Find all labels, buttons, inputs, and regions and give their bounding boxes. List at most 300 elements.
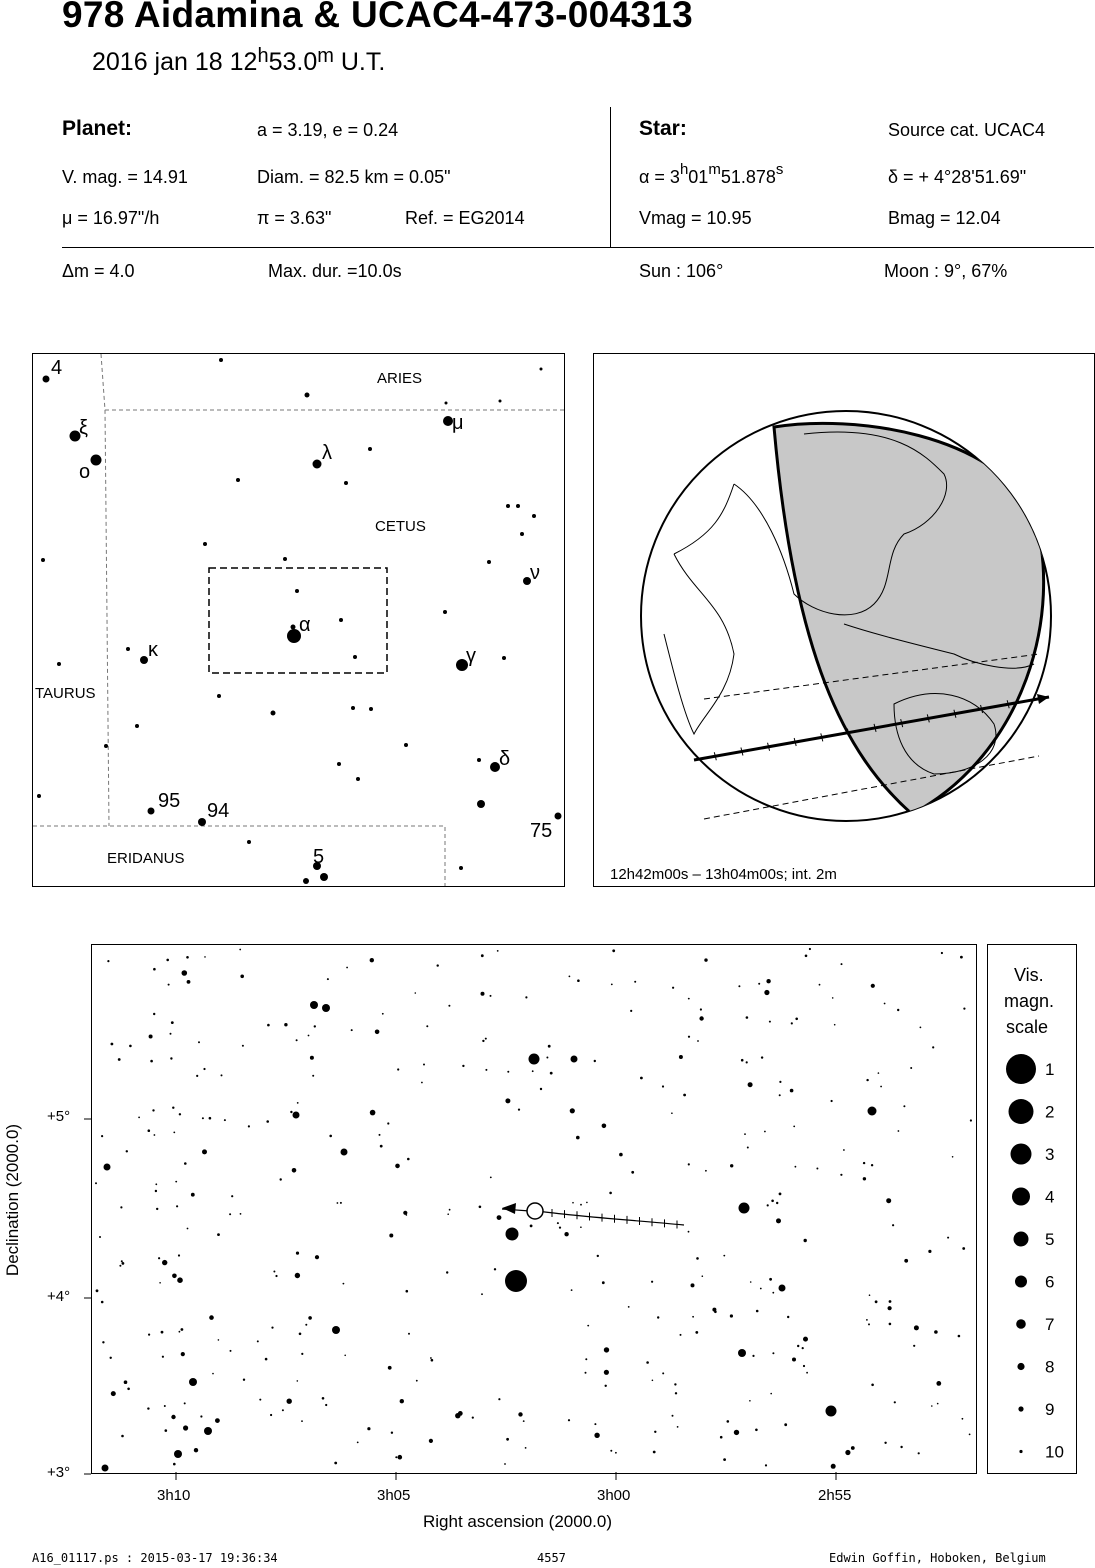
field-star (576, 1136, 580, 1140)
legend-label: 2 (1045, 1102, 1055, 1122)
field-star (914, 1325, 919, 1330)
field-star (230, 1350, 232, 1352)
field-star (871, 1384, 874, 1387)
finder-star (104, 744, 108, 748)
field-star (904, 1259, 908, 1263)
finder-chart (32, 353, 565, 887)
field-star (871, 984, 875, 988)
field-star (308, 1316, 312, 1320)
field-star (119, 1265, 121, 1267)
field-star (577, 979, 580, 982)
finder-star (148, 808, 155, 815)
globe-caption: 12h42m00s – 13h04m00s; int. 2m (610, 866, 837, 883)
field-star (764, 990, 769, 995)
field-star (240, 1213, 242, 1215)
field-star (334, 1462, 337, 1465)
field-box (209, 568, 387, 673)
star-label-94: 94 (207, 800, 230, 822)
finder-star (236, 478, 240, 482)
finder-star (313, 460, 322, 469)
track-arrow (502, 1203, 516, 1214)
field-star (652, 1380, 654, 1382)
field-star (416, 1380, 418, 1382)
field-star (568, 1419, 570, 1421)
field-star (604, 1347, 609, 1352)
field-star (215, 1418, 220, 1423)
field-star (455, 1413, 460, 1418)
star-label-gamma: γ (466, 645, 476, 667)
field-star (674, 1383, 676, 1385)
field-star (580, 1226, 582, 1228)
field-star (756, 1310, 759, 1313)
event-datetime: 2016 jan 18 12$^h$53.0$^m$ U.T. (92, 45, 386, 76)
field-star (242, 1045, 244, 1047)
field-star (791, 1022, 793, 1024)
legend-label: 1 (1045, 1060, 1055, 1079)
bright-star (341, 1149, 348, 1156)
star-label-mu: μ (452, 412, 464, 434)
field-star (875, 1300, 878, 1303)
field-star (843, 1149, 845, 1151)
star-label-kappa: κ (148, 639, 158, 661)
field-star (962, 1247, 965, 1250)
field-star (490, 1177, 492, 1179)
bright-star (868, 1107, 877, 1116)
field-star (749, 1400, 751, 1402)
field-star (640, 1077, 643, 1080)
field-star (688, 1036, 690, 1038)
field-star (771, 1200, 774, 1203)
field-star (679, 1055, 683, 1059)
field-star (845, 1450, 850, 1455)
field-star (776, 1218, 781, 1223)
finder-star (356, 777, 360, 781)
field-star (118, 1058, 121, 1061)
field-star (400, 1399, 404, 1403)
field-star (270, 1414, 272, 1416)
field-star (498, 1398, 500, 1400)
field-star (481, 992, 485, 996)
bright-star (322, 1004, 330, 1012)
bright-star (779, 1285, 786, 1292)
field-star (329, 1135, 332, 1138)
field-star (730, 1314, 733, 1317)
field-star (301, 1353, 303, 1355)
field-star (287, 1399, 292, 1404)
field-star (171, 1021, 174, 1024)
field-star (630, 1010, 632, 1012)
legend-title-2: magn. (1004, 991, 1055, 1011)
field-star (760, 1288, 762, 1290)
field-star (173, 1463, 176, 1466)
finder-star (477, 758, 481, 762)
field-star (191, 1193, 195, 1197)
legend-dot (1017, 1363, 1024, 1370)
field-star (662, 1372, 664, 1374)
field-star (138, 1117, 140, 1119)
field-star (497, 1215, 502, 1220)
field-star (654, 1431, 656, 1433)
field-star (764, 1131, 766, 1133)
finder-star (291, 625, 296, 630)
field-star (187, 980, 191, 984)
field-star (518, 1412, 522, 1416)
field-star (148, 1334, 150, 1336)
legend-dot (1009, 1099, 1034, 1124)
max-duration: Max. dur. =10.0s (268, 261, 402, 281)
field-star (301, 1420, 303, 1422)
field-star (920, 1027, 922, 1029)
field-star (327, 978, 329, 980)
field-star (550, 1072, 553, 1075)
bright-star (204, 1427, 212, 1435)
field-star (507, 1071, 509, 1073)
field-star (267, 1024, 270, 1027)
finder-star (443, 610, 447, 614)
constellation-aries: ARIES (377, 370, 423, 387)
field-star (314, 1025, 316, 1027)
field-star (152, 1109, 154, 1111)
field-star (928, 1250, 931, 1253)
field-star (947, 1237, 949, 1239)
field-star (651, 1281, 653, 1283)
field-star (784, 1423, 787, 1426)
globe-panel (593, 353, 1095, 887)
constellation-taurus: TAURUS (35, 685, 96, 702)
legend-label: 4 (1045, 1187, 1055, 1207)
field-star (179, 1113, 181, 1115)
field-star (266, 1120, 269, 1123)
field-star (723, 1255, 725, 1257)
field-star (177, 1277, 183, 1283)
field-star (448, 1005, 450, 1007)
field-star (805, 955, 808, 958)
finder-star (520, 532, 524, 536)
field-star (869, 1294, 871, 1296)
field-star (525, 1447, 527, 1449)
field-star (767, 1204, 769, 1206)
field-star (325, 1404, 327, 1406)
field-star (532, 1070, 534, 1072)
field-star (700, 1008, 702, 1010)
field-star (886, 1198, 891, 1203)
field-star (148, 1129, 151, 1132)
field-star (101, 1135, 103, 1137)
field-star (720, 1436, 723, 1439)
field-star (688, 998, 690, 1000)
field-star (150, 1060, 153, 1063)
field-star (431, 1359, 434, 1362)
field-star (239, 949, 241, 951)
field-star (741, 1059, 744, 1062)
field-star (900, 1446, 902, 1448)
field-star (121, 1260, 123, 1262)
field-star (936, 1381, 941, 1386)
legend-label: 10 (1045, 1442, 1064, 1462)
ytick-3: +3° (47, 1464, 71, 1481)
legend-dot (1014, 1232, 1029, 1247)
finder-star (219, 358, 223, 362)
field-star (594, 1060, 596, 1062)
field-star (831, 1100, 833, 1102)
field-star (175, 1181, 177, 1183)
magnitude-legend (987, 944, 1077, 1474)
field-star (750, 1281, 752, 1283)
field-star (866, 1079, 868, 1081)
field-star (868, 1323, 870, 1325)
field-star (280, 1178, 282, 1180)
xtick-3h05: 3h05 (377, 1487, 411, 1504)
constellation-cetus: CETUS (375, 518, 426, 535)
bright-star (293, 1112, 300, 1119)
field-star (831, 1464, 836, 1469)
field-star (634, 981, 636, 983)
star-vmag: Vmag = 10.95 (639, 208, 752, 228)
field-star (322, 1397, 325, 1400)
field-star (200, 1415, 202, 1417)
field-star (803, 1337, 808, 1342)
finder-star (404, 743, 408, 747)
asteroid-track (537, 1211, 684, 1225)
field-star (628, 1306, 630, 1308)
finder-star (247, 840, 251, 844)
field-star (793, 1126, 795, 1128)
header-rule (62, 247, 1094, 248)
bright-star (332, 1326, 340, 1334)
field-star (275, 1275, 277, 1277)
field-star (585, 1358, 587, 1360)
field-star (127, 1388, 130, 1391)
field-star (221, 1074, 223, 1076)
field-star (153, 968, 156, 971)
bright-star (739, 1203, 750, 1214)
field-star (840, 1174, 842, 1176)
finder-star (459, 866, 463, 870)
finder-star (487, 560, 491, 564)
xtick-3h10: 3h10 (157, 1487, 191, 1504)
field-star (723, 1458, 726, 1461)
field-star (952, 1156, 954, 1158)
field-star (662, 1085, 664, 1087)
field-star (407, 1158, 410, 1161)
field-star (931, 1405, 933, 1407)
field-star (504, 1463, 506, 1465)
field-star (851, 1446, 855, 1450)
field-star (218, 1339, 220, 1341)
field-star (379, 1134, 381, 1136)
field-star (691, 1283, 695, 1287)
field-star (315, 1255, 319, 1259)
star-dec: δ = + 4°28'51.69" (888, 167, 1027, 187)
field-star (158, 1257, 160, 1259)
field-star (705, 1170, 707, 1172)
field-star (296, 1039, 298, 1041)
field-star (173, 1132, 175, 1134)
field-star (683, 1094, 686, 1097)
field-star (382, 1013, 384, 1015)
ytick-4: +4° (47, 1288, 71, 1305)
y-axis-label: Declination (2000.0) (3, 1123, 22, 1277)
field-star (580, 1204, 582, 1206)
field-star (398, 1455, 403, 1460)
field-star (107, 960, 109, 962)
field-star (178, 1254, 180, 1256)
star-label-4: 4 (51, 357, 63, 379)
field-star (540, 1088, 542, 1090)
field-star (962, 1418, 964, 1420)
field-star (159, 1282, 161, 1284)
field-star (271, 1327, 273, 1329)
field-star (370, 958, 374, 962)
field-star (587, 1325, 589, 1327)
field-star (120, 1206, 122, 1208)
footer-author: Edwin Goffin, Hoboken, Belgium (829, 1551, 1046, 1565)
field-star (395, 1164, 400, 1169)
field-star (653, 1451, 656, 1454)
field-star (204, 956, 206, 958)
star-bmag: Bmag = 12.04 (888, 208, 1001, 228)
field-star (370, 1110, 376, 1116)
field-star (351, 1029, 353, 1031)
field-star (863, 1177, 866, 1180)
detail-chart (91, 944, 977, 1474)
field-star (154, 1134, 156, 1136)
field-star (155, 1190, 157, 1192)
field-star (819, 984, 821, 986)
field-star (176, 1205, 178, 1207)
field-star (305, 1324, 307, 1326)
constellation-eridanus: ERIDANUS (107, 850, 185, 867)
field-star (129, 1045, 132, 1048)
finder-star (339, 618, 343, 622)
star-heading: Star: (639, 117, 687, 140)
planet-reference: Ref. = EG2014 (405, 208, 525, 228)
field-star (479, 1206, 482, 1209)
field-star (779, 1094, 781, 1096)
legend-label: 3 (1045, 1145, 1055, 1164)
field-star (290, 1111, 292, 1113)
field-star (162, 1356, 164, 1358)
legend-label: 7 (1045, 1315, 1055, 1334)
field-star (776, 1202, 778, 1204)
field-star (834, 1024, 836, 1026)
bright-star (826, 1406, 837, 1417)
bright-star (738, 1349, 746, 1357)
field-star (744, 1133, 746, 1135)
field-star (391, 1432, 393, 1434)
field-star (772, 1352, 774, 1354)
field-star (913, 1345, 915, 1347)
field-star (747, 1147, 749, 1149)
legend-dot (1018, 1406, 1023, 1411)
field-star (594, 1433, 599, 1438)
field-star (426, 1025, 428, 1027)
finder-star (351, 706, 355, 710)
field-star (748, 1082, 753, 1087)
field-star (571, 1289, 573, 1291)
field-star (297, 1102, 299, 1104)
field-star (179, 1331, 181, 1333)
page-title: 978 Aidamina & UCAC4-473-004313 (62, 0, 694, 35)
finder-star (91, 455, 102, 466)
field-star (181, 1352, 185, 1356)
field-star (111, 1043, 114, 1046)
field-star (631, 1171, 634, 1174)
field-star (202, 1117, 204, 1119)
star-ra: $\alpha = 3^h01^m51.878^s$ (639, 161, 784, 187)
field-star (421, 1082, 423, 1084)
field-star (758, 983, 760, 985)
field-star (202, 1149, 207, 1154)
finder-star (353, 655, 357, 659)
finder-star (344, 481, 348, 485)
field-star (446, 1271, 448, 1273)
field-star (809, 948, 811, 950)
field-star (344, 1355, 346, 1357)
finder-star (57, 662, 61, 666)
x-axis-ticks (91, 1472, 977, 1482)
field-star (548, 1045, 551, 1048)
field-star (602, 1281, 605, 1284)
field-star (284, 1023, 287, 1026)
field-star (677, 1426, 679, 1428)
field-star (472, 1417, 474, 1419)
field-star (310, 1056, 314, 1060)
field-star (343, 1283, 345, 1285)
field-star (481, 1293, 483, 1295)
bright-star (505, 1270, 527, 1292)
finder-star (506, 504, 510, 508)
field-star (770, 1393, 772, 1395)
field-star (388, 1366, 392, 1370)
field-star (437, 964, 439, 966)
field-star (609, 1192, 612, 1195)
planet-heading: Planet: (62, 117, 133, 140)
field-star (182, 970, 188, 976)
field-star (229, 1213, 231, 1215)
finder-star (198, 818, 206, 826)
star-label-75: 75 (530, 820, 553, 842)
field-star (880, 1086, 882, 1088)
field-star (878, 1072, 880, 1074)
field-star (209, 1117, 212, 1120)
finder-star (305, 393, 310, 398)
field-star (695, 1331, 698, 1334)
finder-star (369, 707, 373, 711)
field-star (866, 1319, 868, 1321)
field-star (680, 1334, 682, 1336)
field-star (497, 950, 499, 952)
field-star (153, 1013, 155, 1015)
field-star (884, 1442, 886, 1444)
finder-star (295, 589, 299, 593)
field-star (248, 1125, 250, 1127)
track-ticks (552, 1209, 677, 1229)
finder-star (43, 376, 50, 383)
field-star (481, 954, 484, 957)
finder-star (502, 656, 506, 660)
field-star (121, 1435, 124, 1438)
field-star (124, 1380, 128, 1384)
field-star (181, 1328, 184, 1331)
field-star (462, 1065, 464, 1067)
finder-star (126, 647, 130, 651)
field-star (186, 956, 189, 959)
star-label-delta: δ (499, 748, 511, 770)
field-star (530, 1225, 533, 1228)
finder-star (532, 514, 536, 518)
field-star (110, 1357, 112, 1359)
